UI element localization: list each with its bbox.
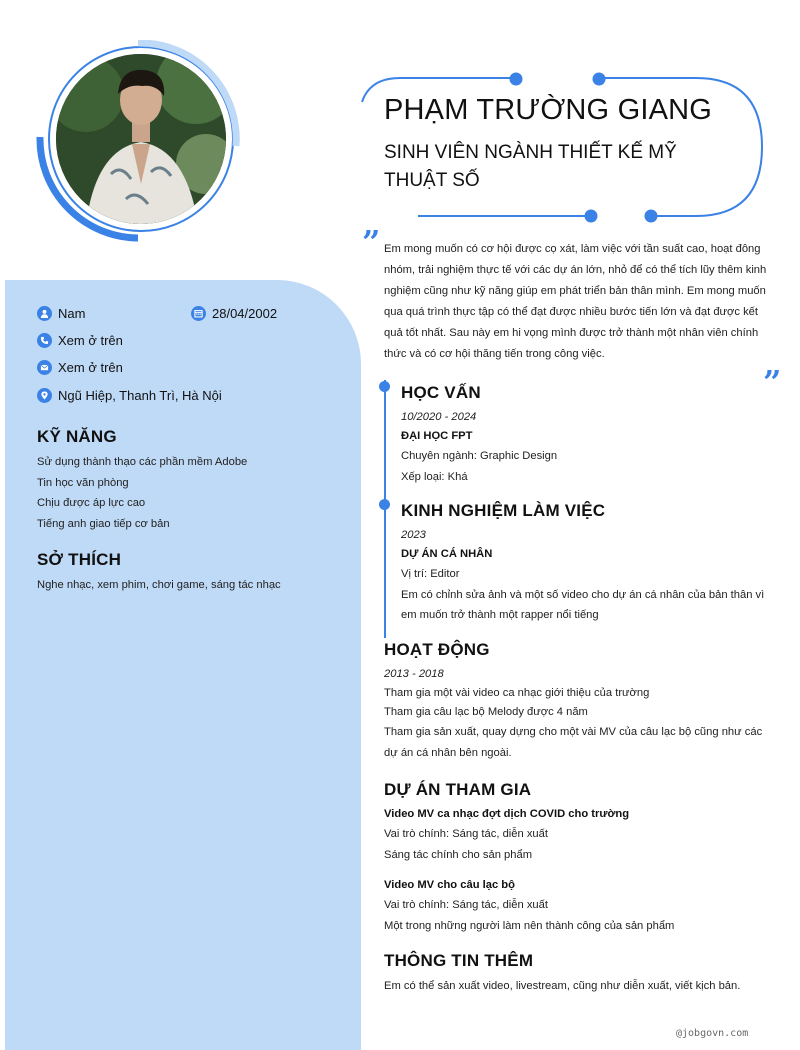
career-objective: Em mong muốn có cơ hội được cọ xát, làm việc với tần suất cao, hoạt đông nhóm, trải nghiệm thực tế với các dự án lớn, nhỏ để có thể tích lũy thêm kinh nghiệm cũng như kỹ năng giúp em phát triển bản thân mình. Em mong muốn qua quá trình thực tập có thể đạt được nhiều bước tiến lớn và đạt được kết quả tốt nhất. Sau này em hi vọng mình được trở thành một nhân viên chính thức và có cơ hội thăng tiến trong công việc. <box>384 243 767 360</box>
activity-item: Tham gia câu lạc bộ Melody được 4 năm <box>384 706 588 718</box>
project-description: Một trong những người làm nên thành công của sản phẩm <box>384 919 675 932</box>
activity-item: Tham gia sản xuất, quay dựng cho một vài MV của câu lạc bộ cũng như các dự án cá nhân bên ngoài. <box>384 726 763 759</box>
education-entry <box>401 408 771 487</box>
calendar-icon <box>191 306 206 321</box>
skill-item: Chịu được áp lực cao <box>37 497 146 510</box>
footer-watermark: @jobgovn.com <box>676 1028 749 1039</box>
phone-icon <box>37 333 52 348</box>
skill-item: Sử dụng thành thạo các phần mềm Adobe <box>37 456 248 468</box>
skills-heading: KỸ NĂNG <box>37 427 117 446</box>
project-entry <box>384 805 769 865</box>
skill-item: Tiếng anh giao tiếp cơ bản <box>37 517 170 530</box>
email-value[interactable]: Xem ở trên <box>58 360 123 375</box>
contact-address <box>37 388 222 403</box>
candidate-role: SINH VIÊN NGÀNH THIẾT KẾ MỸ THUẬT SỐ <box>384 142 677 191</box>
project-entry <box>384 876 769 936</box>
education-grade: Xếp loại: Khá <box>401 470 468 483</box>
address-value: Ngũ Hiệp, Thanh Trì, Hà Nội <box>58 388 222 403</box>
contact-email <box>37 360 123 375</box>
experience-entry <box>401 526 771 626</box>
project-role: Vai trò chính: Sáng tác, diễn xuất <box>384 828 548 840</box>
experience-date: 2023 <box>401 529 426 541</box>
activities-heading: HOẠT ĐỘNG <box>384 640 490 659</box>
activities-date: 2013 - 2018 <box>384 668 444 680</box>
open-quote-icon: ” <box>362 223 381 261</box>
contact-birthday <box>191 306 277 321</box>
skills-list <box>37 452 247 534</box>
timeline-dot <box>379 499 390 510</box>
project-role: Vai trò chính: Sáng tác, diễn xuất <box>384 899 548 911</box>
extra-info-text: Em có thể sản xuất video, livestream, cũng như diễn xuất, viết kịch bản. <box>384 980 741 992</box>
activities-entry <box>384 665 769 763</box>
education-major: Chuyên ngành: Graphic Design <box>401 450 558 462</box>
email-icon <box>37 360 52 375</box>
education-date: 10/2020 - 2024 <box>401 411 477 423</box>
contact-gender <box>37 306 85 321</box>
experience-description: Em có chỉnh sửa ảnh và một số video cho dự án cá nhân của bản thân vì em muốn trở thành một rapper nổi tiếng <box>401 588 765 621</box>
experience-heading: KINH NGHIỆM LÀM VIỆC <box>401 501 606 520</box>
contact-phone <box>37 333 123 348</box>
education-school: ĐẠI HỌC FPT <box>401 430 473 442</box>
hobbies-text: Nghe nhạc, xem phim, chơi game, sáng tác nhạc <box>37 579 281 591</box>
close-quote-icon: ” <box>763 363 782 401</box>
project-name: Video MV ca nhạc đợt dịch COVID cho trường <box>384 808 630 820</box>
activity-item: Tham gia một vài video ca nhạc giới thiệu của trường <box>384 687 650 699</box>
birthday-value: 28/04/2002 <box>212 306 278 321</box>
experience-position: Vị trí: Editor <box>401 568 460 580</box>
extra-info-heading: THÔNG TIN THÊM <box>384 951 534 970</box>
gender-value: Nam <box>58 306 86 321</box>
profile-photo-frame <box>36 40 242 246</box>
education-heading: HỌC VẤN <box>401 383 481 402</box>
phone-value[interactable]: Xem ở trên <box>58 333 123 348</box>
user-icon <box>37 306 52 321</box>
projects-heading: DỰ ÁN THAM GIA <box>384 780 532 799</box>
location-pin-icon <box>37 388 52 403</box>
skill-item: Tin học văn phòng <box>37 476 129 489</box>
project-name: Video MV cho câu lạc bộ <box>384 879 515 891</box>
experience-project: DỰ ÁN CÁ NHÂN <box>401 548 493 560</box>
hobbies-heading: SỞ THÍCH <box>37 550 122 569</box>
timeline-dot <box>379 381 390 392</box>
profile-photo <box>56 54 226 224</box>
candidate-name: PHẠM TRƯỜNG GIANG <box>384 94 713 126</box>
project-description: Sáng tác chính cho sản phẩm <box>384 848 533 861</box>
